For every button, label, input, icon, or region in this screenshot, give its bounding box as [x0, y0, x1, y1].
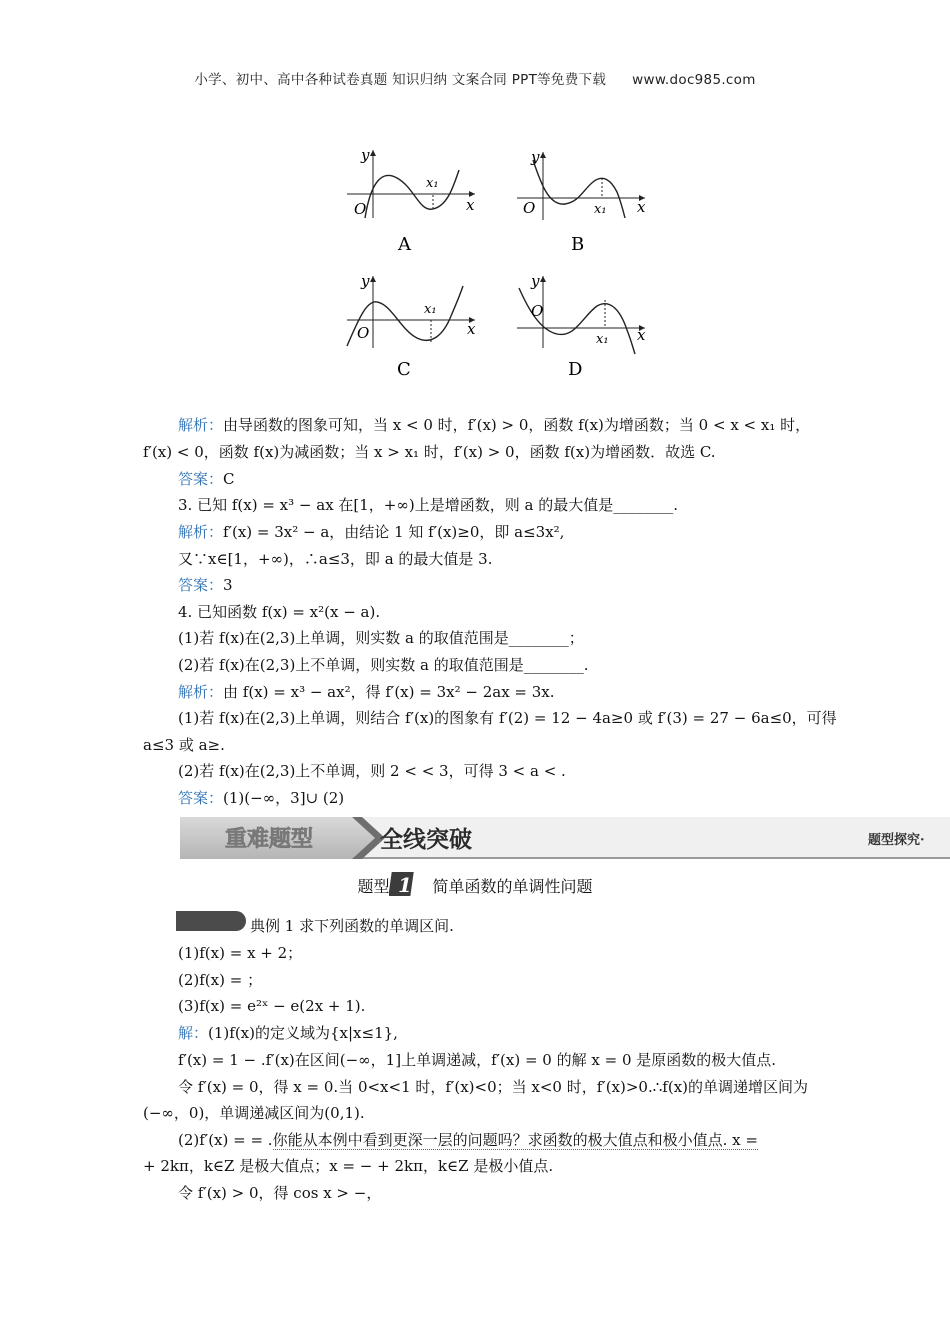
header-url[interactable]: www.doc985.com	[632, 72, 756, 88]
q4-analysis-line-4: (2)若 f(x)在(2,3)上不单调，则 2 < < 3，可得 3 < a < .	[178, 762, 566, 780]
header-text: 小学、初中、高中各种试卷真题 知识归纳 文案合同 PPT等免费下载	[194, 72, 607, 88]
q2-analysis-line-2: f′(x) < 0，函数 f(x)为减函数；当 x > x₁ 时，f′(x) > 0，函数 f(x)为增函数．故选 C.	[143, 443, 716, 461]
q4-analysis-line-1: 解析：由 f(x) = x³ − ax²，得 f′(x) = 3x² − 2ax = 3x.	[178, 683, 555, 701]
example-item-1: (1)f(x) = x + 2；	[178, 944, 303, 962]
solution-line-5: (2)f′(x) = = .你能从本例中看到更深一层的问题吗？求函数的极大值点和极小值点. x =	[178, 1131, 758, 1149]
x1-label: x₁	[424, 302, 437, 317]
solution-line-2: f′(x) = 1 − .f′(x)在区间(−∞，1]上单调递减，f′(x) = 0 的解 x = 0 是原函数的极大值点.	[178, 1051, 777, 1069]
q3-analysis-line-1: 解析：f′(x) = 3x² − a，由结论 1 知 f′(x)≥0，即 a≤3x²,	[178, 523, 565, 541]
graph-a	[347, 146, 475, 255]
origin-label: O	[531, 302, 544, 320]
x1-label: x₁	[594, 202, 607, 217]
solution-line-4: (−∞，0)，单调递减区间为(0,1).	[143, 1104, 365, 1122]
q3-answer: 答案：3	[178, 576, 233, 594]
section-number: 1	[398, 873, 413, 897]
q4-analysis-line-2: (1)若 f(x)在(2,3)上单调，则结合 f′(x)的图象有 f′(2) = 12 − 4a≥0 或 f′(3) = 27 − 6a≤0，可得	[178, 709, 837, 727]
solution-line-7: 令 f′(x) > 0，得 cos x > −，	[178, 1184, 382, 1202]
axis-x-label: x	[466, 196, 475, 214]
option-a-label: A	[398, 234, 411, 255]
axis-x-label: x	[467, 320, 476, 338]
example-item-3: (3)f(x) = e²ˣ − e(2x + 1).	[178, 997, 366, 1015]
example-marker	[176, 911, 246, 931]
example-stem: 典例 1 求下列函数的单调区间.	[250, 917, 454, 935]
banner-tag: 题型探究·	[868, 833, 925, 848]
origin-label: O	[354, 200, 367, 218]
option-d-label: D	[568, 359, 583, 380]
q4-part-1: (1)若 f(x)在(2,3)上单调，则实数 a 的取值范围是________；	[178, 629, 584, 647]
x1-label: x₁	[596, 332, 609, 347]
example-item-2: (2)f(x) = ；	[178, 971, 263, 989]
option-c-label: C	[397, 359, 411, 380]
q4-stem: 4. 已知函数 f(x) = x²(x − a).	[178, 603, 381, 621]
section-banner	[180, 817, 950, 859]
q2-analysis-line-1: 解析：由导函数的图象可知，当 x < 0 时，f′(x) > 0，函数 f(x)为增函数；当 0 < x < x₁ 时，	[178, 416, 811, 434]
section-title: 简单函数的单调性问题	[432, 877, 593, 896]
section-number-badge	[389, 870, 417, 898]
axis-x-label: x	[637, 198, 646, 216]
q2-answer: 答案：C	[178, 470, 235, 488]
axis-y-label: y	[531, 148, 540, 166]
solution-line-1: 解：(1)f(x)的定义域为{x|x≤1},	[178, 1024, 398, 1042]
q4-answer: 答案：(1)(−∞，3]∪ (2)	[178, 789, 345, 807]
origin-label: O	[357, 324, 370, 342]
solution-line-6: + 2kπ，k∈Z 是极大值点；x = − + 2kπ，k∈Z 是极小值点.	[143, 1157, 554, 1175]
banner-left-text: 重难题型	[225, 827, 314, 852]
graph-d	[517, 272, 646, 380]
axis-x-label: x	[637, 326, 646, 344]
axis-y-label: y	[361, 146, 370, 164]
q4-analysis-line-3: a≤3 或 a≥.	[143, 736, 225, 754]
banner-right-text: 全线突破	[380, 827, 472, 853]
analysis-label: 解析：	[178, 416, 224, 434]
page-header	[0, 68, 950, 88]
tip-text: 你能从本例中看到更深一层的问题吗？求函数的极大值点和极小值点. x =	[272, 1131, 758, 1149]
x1-label: x₁	[426, 176, 439, 191]
q4-part-2: (2)若 f(x)在(2,3)上不单调，则实数 a 的取值范围是________.	[178, 656, 589, 674]
graph-c	[347, 272, 476, 380]
section-prefix: 题型	[357, 877, 390, 896]
q3-analysis-line-2: 又∵x∈[1，+∞)，∴a≤3，即 a 的最大值是 3.	[178, 550, 493, 568]
axis-y-label: y	[361, 272, 370, 290]
solution-line-3: 令 f′(x) = 0，得 x = 0.当 0<x<1 时，f′(x)<0；当 x<0 时，f′(x)>0.∴f(x)的单调递增区间为	[178, 1078, 809, 1096]
section-heading	[0, 870, 950, 898]
option-b-label: B	[571, 234, 585, 255]
axis-y-label: y	[531, 272, 540, 290]
origin-label: O	[523, 199, 536, 217]
q3-stem: 3. 已知 f(x) = x³ − ax 在[1，+∞)上是增函数，则 a 的最大值是________.	[178, 496, 678, 514]
derivative-graph-options	[335, 140, 655, 385]
graph-b	[517, 148, 646, 255]
